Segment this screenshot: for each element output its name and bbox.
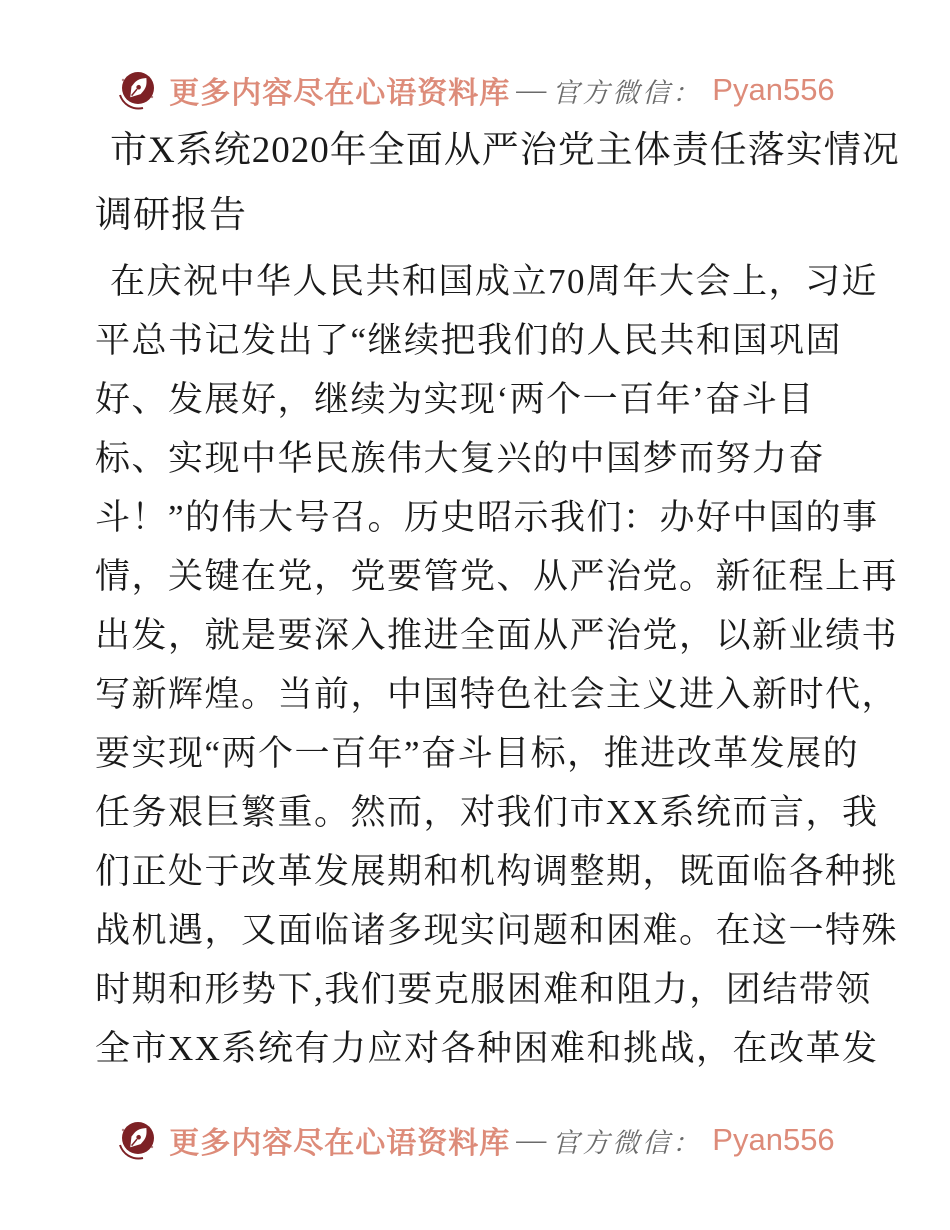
body-text-line: 斗！”的伟大号召。历史昭示我们：办好中国的事 xyxy=(95,498,879,537)
title-line: 市X系统2020年全面从严治党主体责任落实情况 xyxy=(110,130,900,171)
banner-wechat-label: 官方微信： xyxy=(552,1127,703,1158)
banner-wechat-id: Pyan556 xyxy=(712,1122,835,1157)
body-text-line: 写新辉煌。当前，中国特色社会主义进入新时代， xyxy=(95,675,899,714)
banner-separator: — xyxy=(516,73,547,106)
body-text-line: 在庆祝中华人民共和国成立70周年大会上，习近 xyxy=(110,262,879,301)
body-text-line: 全市XX系统有力应对各种困难和挑战，在改革发 xyxy=(95,1029,879,1068)
banner-wechat-id: Pyan556 xyxy=(712,72,835,107)
body-text-line: 出发，就是要深入推进全面从严治党，以新业绩书 xyxy=(95,616,899,655)
body-text-line: 要实现“两个一百年”奋斗目标，推进改革发展的 xyxy=(95,734,860,773)
banner-separator: — xyxy=(516,1123,547,1156)
body-text-line: 平总书记发出了“继续把我们的人民共和国巩固 xyxy=(95,321,843,360)
title-line: 调研报告 xyxy=(95,195,247,236)
pen-nib-icon xyxy=(115,68,159,112)
banner-brand-text: 更多内容尽在心语资料库 xyxy=(169,77,511,110)
body-text-line: 们正处于改革发展期和机构调整期，既面临各种挑 xyxy=(95,852,899,891)
pen-nib-icon xyxy=(115,1118,159,1162)
header-banner xyxy=(0,62,950,118)
body-text-line: 情，关键在党，党要管党、从严治党。新征程上再 xyxy=(95,557,899,596)
banner-wechat-label: 官方微信： xyxy=(552,77,703,108)
footer-banner xyxy=(0,1112,950,1168)
banner-brand-text: 更多内容尽在心语资料库 xyxy=(169,1127,511,1160)
body-text-line: 标、实现中华民族伟大复兴的中国梦而努力奋 xyxy=(95,439,826,478)
body-text-line: 好、发展好，继续为实现‘两个一百年’奋斗目 xyxy=(95,380,815,419)
document-body-paragraph xyxy=(95,252,899,1078)
document-title xyxy=(95,118,900,248)
body-text-line: 任务艰巨繁重。然而，对我们市XX系统而言，我 xyxy=(95,793,879,832)
body-text-line: 战机遇，又面临诸多现实问题和困难。在这一特殊 xyxy=(95,911,899,950)
body-text-line: 时期和形势下,我们要克服困难和阻力，团结带领 xyxy=(95,970,872,1009)
